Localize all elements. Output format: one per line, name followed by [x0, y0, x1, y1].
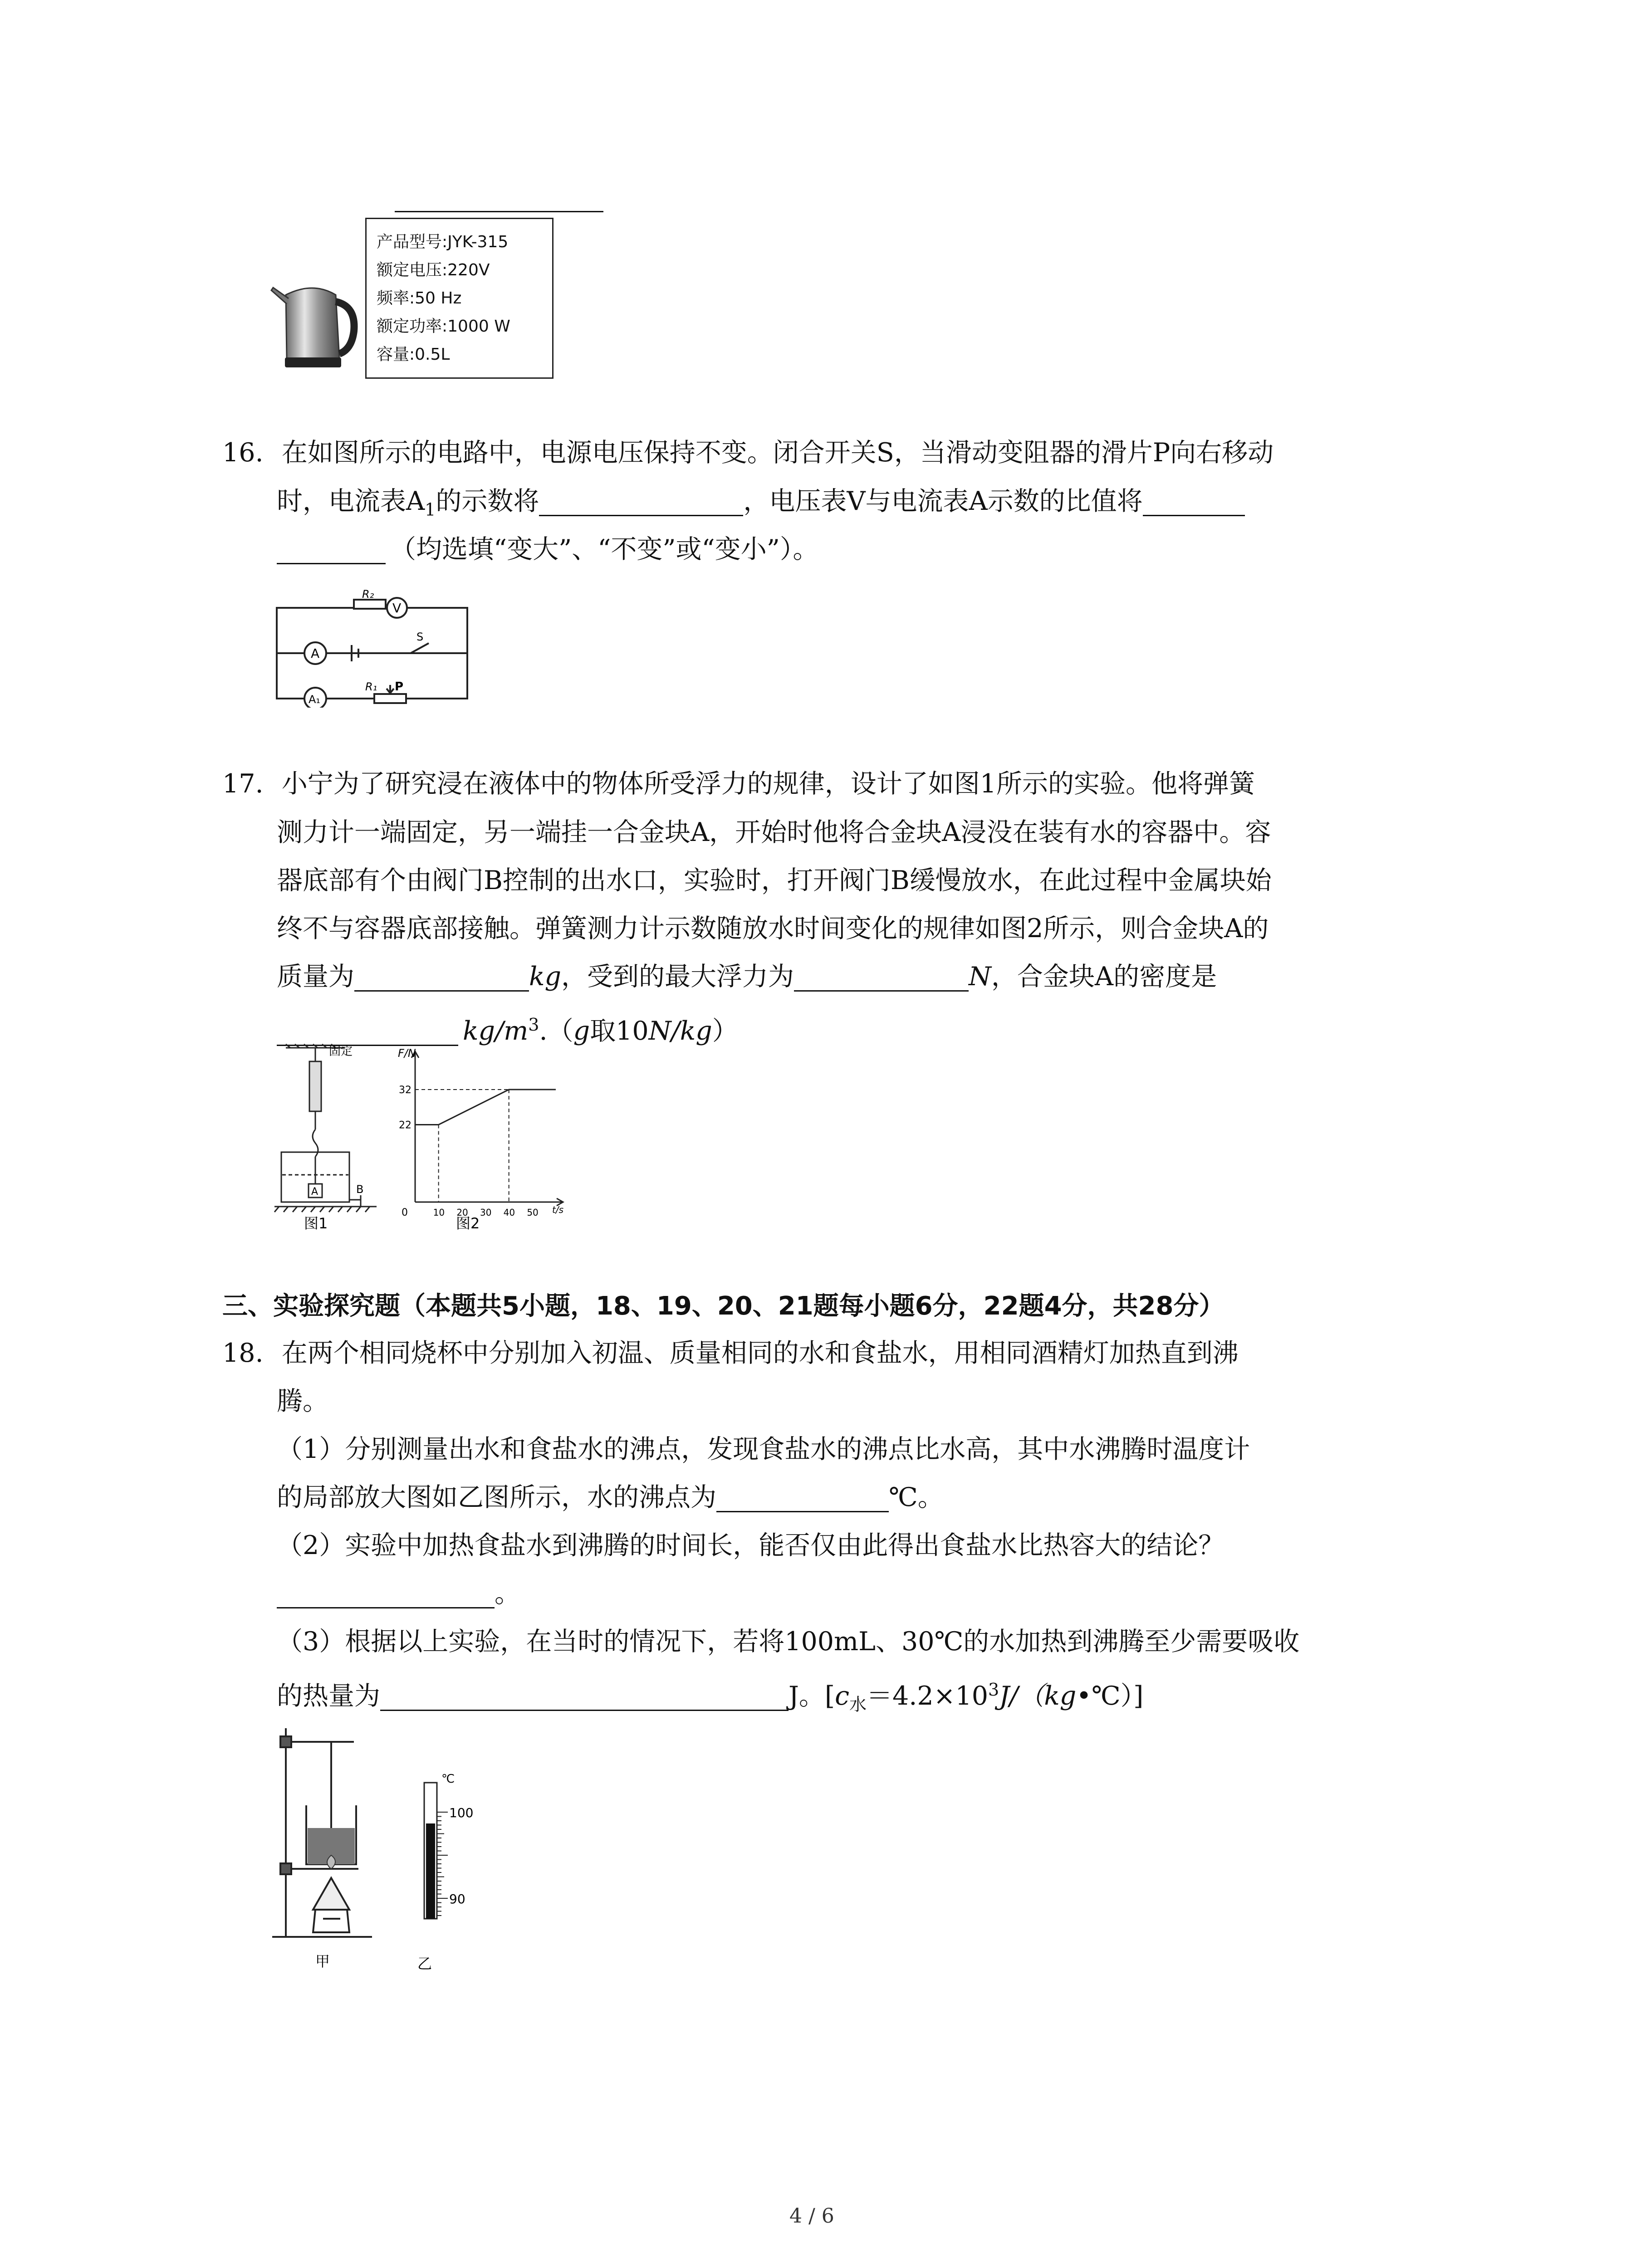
q17-line4: 终不与容器底部接触。弹簧测力计示数随放水时间变化的规律如图2所示，则合金块A的 [277, 914, 1269, 943]
section-3-title: 三、实验探究题（本题共5小题，18、19、20、21题每小题6分，22题4分，共28分） [222, 1291, 1225, 1321]
q17-line6-b: .（ [539, 1016, 573, 1046]
circuit-diagram [272, 590, 472, 708]
q16-line3: （均选填“变大”、“不变”或“变小”）。 [390, 534, 819, 564]
q17-line5-b: kg [529, 962, 562, 992]
q18-p3-line2-a: 的热量为 [277, 1681, 380, 1711]
q18-figure-jia [272, 1719, 377, 1973]
q18-fig-yi-label: 乙 [417, 1955, 432, 1972]
chart-xtick-20: 20 [456, 1207, 468, 1218]
q17-blank-buoyancy[interactable] [794, 958, 969, 992]
q17-line6-f: ） [712, 1016, 738, 1046]
circuit-label-a1: A₁ [309, 693, 321, 706]
q17-blank-mass[interactable] [354, 958, 529, 992]
q18-p1-line2-b: ℃。 [889, 1482, 944, 1512]
kettle-spec-box [365, 218, 554, 379]
q17-blank-density[interactable] [277, 1013, 458, 1046]
circuit-label-r1: R₁ [365, 680, 377, 693]
thermometer-liquid [426, 1823, 435, 1919]
q18-blank-conclusion[interactable] [277, 1575, 495, 1608]
q18-p1-line2-a: 的局部放大图如乙图所示，水的沸点为 [277, 1482, 716, 1512]
q16-line2-b: 的示数将 [436, 486, 539, 516]
kettle-spec-4: 额定功率:1000 W [377, 317, 510, 336]
q18-figure-yi [406, 1769, 483, 1973]
kettle-spec-3: 频率:50 Hz [377, 289, 462, 308]
chart-ytick-32: 32 [399, 1085, 411, 1096]
circuit-label-s: S [416, 631, 424, 643]
q18-p3-line1: （3）根据以上实验，在当时的情况下，若将100mL、30℃的水加热到沸腾至少需要吸收 [277, 1627, 1300, 1657]
thermometer-unit: ℃ [441, 1772, 455, 1786]
q17-fixed-label: 固定 [329, 1045, 353, 1058]
q17-line2: 测力计一端固定，另一端挂一合金块A，开始时他将合金块A浸没在装有水的容器中。容 [277, 817, 1271, 847]
q17-figure-2-chart [388, 1043, 569, 1234]
q17-block-label: A [311, 1186, 318, 1198]
q16-line1: 在如图所示的电路中，电源电压保持不变。闭合开关S，当滑动变阻器的滑片P向右移动 [281, 438, 1274, 468]
page-number: 4 / 6 [789, 2204, 834, 2228]
chart-ylabel: F/N [398, 1047, 416, 1060]
q17-fig1-label: 图1 [304, 1215, 328, 1232]
q18-p3-line2-d: 水 [849, 1694, 867, 1715]
q18-p1-line1: （1）分别测量出水和食盐水的沸点，发现食盐水的沸点比水高，其中水沸腾时温度计 [277, 1434, 1250, 1464]
thermometer-90: 90 [449, 1892, 465, 1906]
q18-p2-line1: （2）实验中加热食盐水到沸腾的时间长，能否仅由此得出食盐水比热容大的结论？ [277, 1530, 1225, 1560]
circuit-label-a: A [311, 646, 320, 661]
q16-line2-a: 时，电流表A [277, 486, 425, 516]
q18-p3-line2-b: J。[ [789, 1681, 835, 1711]
q17-line1: 小宁为了研究浸在液体中的物体所受浮力的规律，设计了如图1所示的实验。他将弹簧 [281, 769, 1255, 799]
kettle-spec-5: 容量:0.5L [377, 345, 450, 364]
chart-xtick-30: 30 [480, 1207, 492, 1218]
q17-line6-c: g [573, 1016, 590, 1046]
chart-xtick-10: 10 [433, 1207, 445, 1218]
circuit-label-v: V [392, 601, 402, 616]
q18-p3-line2-i: •℃）] [1076, 1681, 1144, 1711]
q18-number: 18. [222, 1338, 264, 1368]
q16-line2-sub: 1 [425, 499, 436, 520]
q17-valve-label: B [356, 1183, 364, 1196]
q18-line2: 腾。 [277, 1386, 328, 1416]
q17-line6-e: N/kg [648, 1016, 712, 1046]
chart-xtick-40: 40 [503, 1207, 515, 1218]
chart-origin: 0 [402, 1207, 408, 1218]
chart-xlabel: t/s [552, 1204, 563, 1215]
q18-p2-line2: 。 [495, 1579, 520, 1608]
q17-line6-a: kg/m [463, 1016, 529, 1046]
q17-line5-e: ，合金块A的密度是 [991, 962, 1217, 992]
q16-line2-c: ，电压表V与电流表A示数的比值将 [743, 486, 1143, 516]
q18-p3-line2-f: 3 [988, 1680, 999, 1700]
q18-p3-line2-e: ＝4.2×10 [867, 1681, 988, 1711]
chart-ytick-22: 22 [399, 1119, 411, 1131]
q18-p3-line2-h: kg [1044, 1681, 1077, 1711]
q17-line5-d: N [969, 962, 991, 992]
kettle-spec-2: 额定电压:220V [377, 261, 490, 279]
thermometer-100: 100 [449, 1805, 474, 1820]
q17-line5-a: 质量为 [277, 962, 354, 992]
circuit-label-r2: R₂ [362, 590, 374, 601]
q16-blank-2a[interactable] [1143, 483, 1245, 516]
kettle-spec-1: 产品型号:JYK-315 [377, 233, 509, 251]
q17-line6-d: 取10 [590, 1016, 649, 1046]
q16-number: 16. [222, 438, 264, 468]
kettle-icon [268, 277, 358, 376]
answer-blank-prev[interactable] [395, 211, 603, 212]
q17-fig2-label: 图2 [456, 1215, 480, 1232]
q18-blank-heat[interactable] [380, 1678, 789, 1711]
q18-line1: 在两个相同烧杯中分别加入初温、质量相同的水和食盐水，用相同酒精灯加热直到沸 [281, 1338, 1239, 1368]
q16-blank-1[interactable] [539, 483, 743, 516]
q18-blank-boiling-point[interactable] [716, 1479, 889, 1512]
q17-line3: 器底部有个由阀门B控制的出水口，实验时，打开阀门B缓慢放水，在此过程中金属块始 [277, 865, 1272, 895]
q18-p3-line2-g: J/（ [999, 1681, 1044, 1711]
q16-blank-2b[interactable] [277, 531, 386, 564]
kettle-figure [268, 218, 558, 381]
q18-p3-line2-c: c [835, 1681, 850, 1711]
q17-figure-1 [272, 1043, 390, 1234]
q17-line6-sup: 3 [528, 1015, 539, 1035]
chart-xtick-50: 50 [527, 1207, 539, 1218]
q18-fig-jia-label: 甲 [315, 1953, 330, 1970]
chart-series-line [415, 1090, 556, 1125]
q17-number: 17. [222, 769, 264, 799]
circuit-label-p: P [395, 680, 404, 694]
q17-line5-c: ，受到的最大浮力为 [561, 962, 794, 992]
